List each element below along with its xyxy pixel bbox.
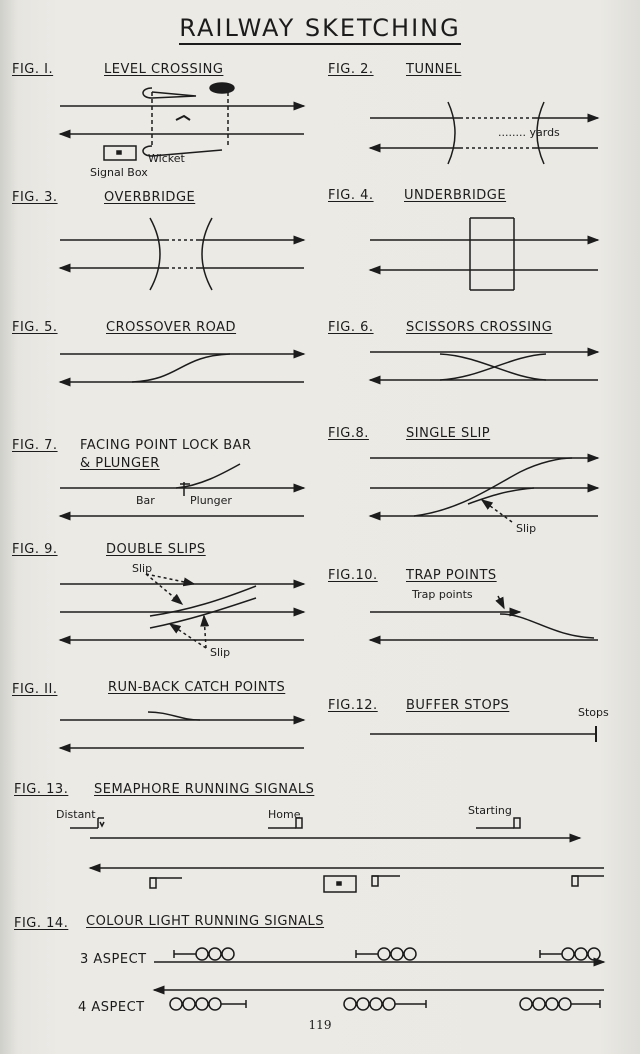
- fig13-number: FIG. 13.: [14, 782, 69, 797]
- fig10-drawing: [370, 596, 598, 640]
- fig14-drawing: [154, 948, 604, 1010]
- fig3-drawing: [60, 218, 304, 290]
- distant-label: Distant: [56, 808, 96, 821]
- plunger-label: Plunger: [190, 494, 232, 507]
- fig7-drawing: [60, 464, 304, 516]
- slip-top-label: Slip: [132, 562, 153, 575]
- fig4-title: UNDERBRIDGE: [404, 188, 507, 203]
- fig10-number: FIG.10.: [328, 568, 378, 583]
- fig12-number: FIG.12.: [328, 698, 378, 713]
- fig7-number: FIG. 7.: [12, 438, 58, 453]
- fig8-drawing: [370, 458, 598, 522]
- fig1-number: FIG. I.: [12, 62, 54, 77]
- fig7-title-line2: & PLUNGER: [80, 456, 160, 471]
- fig4-drawing: [370, 218, 598, 290]
- fig14-number: FIG. 14.: [14, 916, 69, 931]
- fig7-title: FACING POINT LOCK BAR: [80, 438, 252, 453]
- fig2-title: TUNNEL: [406, 62, 462, 77]
- fig1-drawing: [60, 83, 304, 160]
- fig13-title: SEMAPHORE RUNNING SIGNALS: [94, 782, 315, 797]
- fig5-number: FIG. 5.: [12, 320, 58, 335]
- fig6-number: FIG. 6.: [328, 320, 374, 335]
- fig12-title: BUFFER STOPS: [406, 698, 510, 713]
- fig9-drawing: [60, 574, 304, 648]
- fig11-title: RUN-BACK CATCH POINTS: [108, 680, 286, 695]
- fig13-drawing: [70, 818, 604, 892]
- page-number: 119: [308, 1018, 332, 1032]
- fig10-title: TRAP POINTS: [406, 568, 497, 583]
- fig6-title: SCISSORS CROSSING: [406, 320, 553, 335]
- aspect3-label: 3 ASPECT: [80, 952, 147, 967]
- fig2-number: FIG. 2.: [328, 62, 374, 77]
- home-label: Home: [268, 808, 301, 821]
- stops-label: Stops: [578, 706, 609, 719]
- fig11-drawing: [60, 712, 304, 748]
- fig1-title: LEVEL CROSSING: [104, 62, 224, 77]
- slip-bottom-label: Slip: [210, 646, 231, 659]
- fig9-title: DOUBLE SLIPS: [106, 542, 206, 557]
- slip-label: Slip: [516, 522, 537, 535]
- fig9-number: FIG. 9.: [12, 542, 58, 557]
- page-title: RAILWAY SKETCHING: [0, 14, 640, 42]
- fig5-drawing: [60, 354, 304, 382]
- fig4-number: FIG. 4.: [328, 188, 374, 203]
- bar-label: Bar: [136, 494, 155, 507]
- signal-box-label: Signal Box: [90, 166, 148, 179]
- fig2-drawing: [370, 102, 598, 164]
- fig14-title: COLOUR LIGHT RUNNING SIGNALS: [86, 914, 325, 929]
- starting-label: Starting: [468, 804, 512, 817]
- fig8-title: SINGLE SLIP: [406, 426, 491, 441]
- aspect4-label: 4 ASPECT: [78, 1000, 145, 1015]
- wicket-label: Wicket: [148, 152, 185, 165]
- yards-label: ........ yards: [498, 126, 560, 139]
- fig5-title: CROSSOVER ROAD: [106, 320, 237, 335]
- fig8-number: FIG.8.: [328, 426, 369, 441]
- trap-points-label: Trap points: [412, 588, 473, 601]
- fig11-number: FIG. II.: [12, 682, 58, 697]
- fig3-number: FIG. 3.: [12, 190, 58, 205]
- fig3-title: OVERBRIDGE: [104, 190, 196, 205]
- fig12-drawing: [370, 726, 596, 742]
- fig6-drawing: [370, 352, 598, 380]
